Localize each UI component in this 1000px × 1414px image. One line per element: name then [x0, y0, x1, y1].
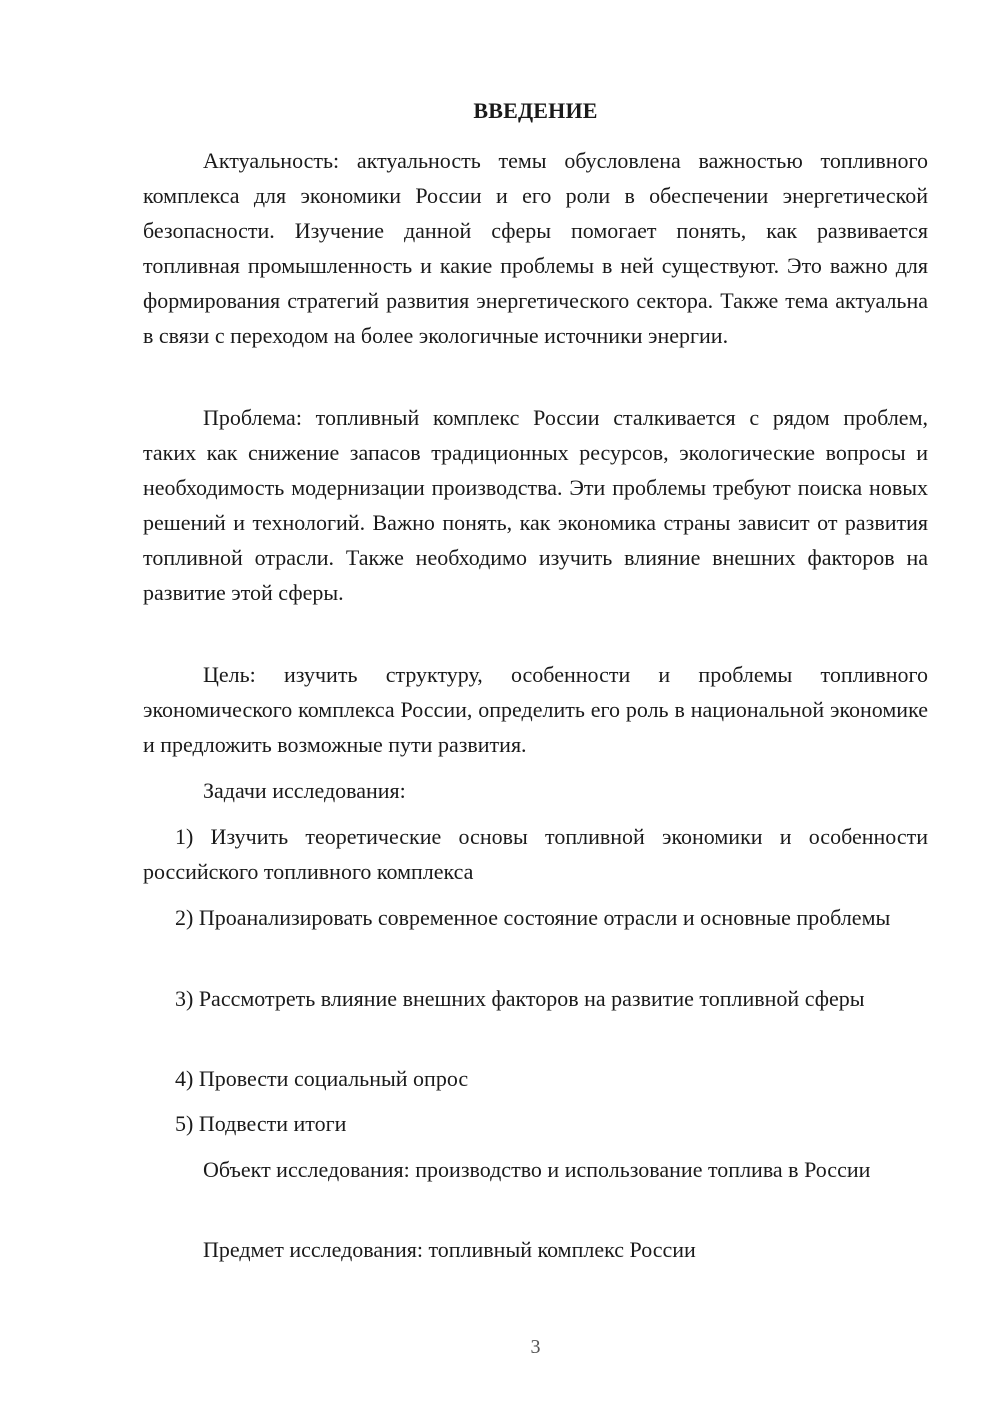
- task-item-5: 5) Подвести итоги: [175, 1111, 347, 1136]
- task-item-2: 2) Проанализировать современное состояние отрасли и основные проблемы: [175, 905, 891, 930]
- page-number: 3: [530, 1336, 541, 1358]
- task-item-3: 3) Рассмотреть влияние внешних факторов на развитие топливной сферы: [175, 986, 865, 1011]
- paragraph-object: Объект исследования: производство и использование топлива в России: [203, 1157, 871, 1182]
- paragraph-goal: Цель: изучить структуру, особенности и проблемы топливного экономического комплекса России, определить его роль в национальной экономике и предложить возможные пути развития.: [143, 662, 928, 757]
- paragraph-problem: Проблема: топливный комплекс России сталкивается с рядом проблем, таких как снижение запасов традиционных ресурсов, экологические вопросы и необходимость модернизации производства. Эти проблемы требуют поиска новых решений и технологий. Важно понять, как экономика страны зависит от развития топливной отрасли. Также необходимо изучить влияние внешних факторов на развитие этой сферы.: [143, 405, 928, 605]
- paragraph-relevance: Актуальность: актуальность темы обусловлена важностью топливного комплекса для экономики России и его роли в обеспечении энергетической безопасности. Изучение данной сферы помогает понять, как развивается топливная промышленность и какие проблемы в ней существуют. Это важно для формирования стратегий развития энергетического сектора. Также тема актуальна в связи с переходом на более экологичные источники энергии.: [143, 148, 928, 348]
- task-item-4: 4) Провести социальный опрос: [175, 1066, 469, 1091]
- document-page: [143, 0, 928, 1414]
- tasks-heading: Задачи исследования:: [203, 778, 406, 803]
- page-title: ВВЕДЕНИЕ: [473, 98, 598, 123]
- paragraph-subject: Предмет исследования: топливный комплекс России: [203, 1237, 696, 1262]
- task-item-1: 1) Изучить теоретические основы топливной экономики и особенности российского топливного комплекса: [143, 824, 928, 884]
